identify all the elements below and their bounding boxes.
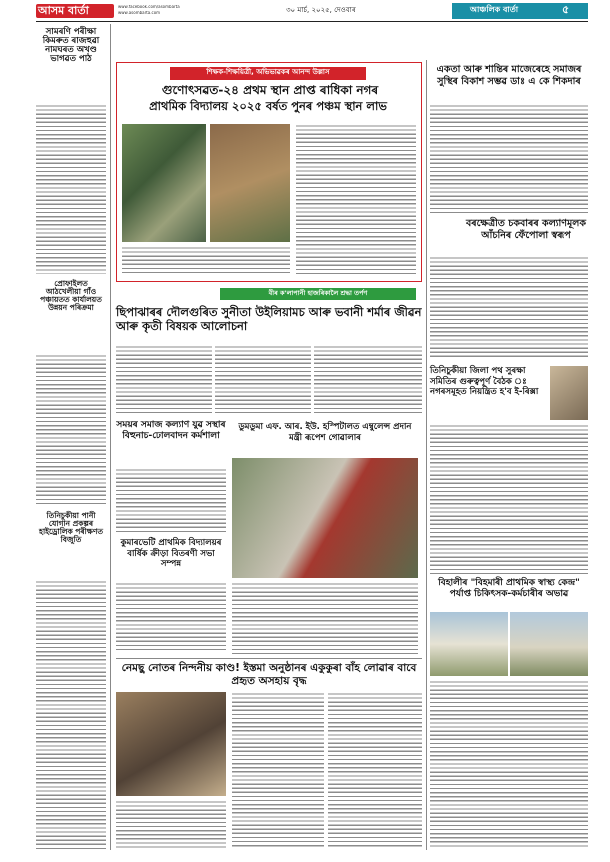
right-headline-4: বিহালীৰ "বিহমাৰী প্ৰাথমিক স্বাস্থ্য কেন্দ্ৰ" পৰ্যাপ্ত চিকিৎসক-কৰ্মচাৰীৰ অভাৱ xyxy=(438,578,580,599)
right-headline-3: তিনিচুকীয়া জিলা পথ সুৰক্ষা সমিতিৰ গুৰুত্বপূৰ্ণ বৈঠক ঃ নগৰসমূহত নিয়ন্ত্ৰিত হ'ব ই-ৰিক্সা xyxy=(430,366,539,397)
left-headline-2: প্ৰোফাইলত আঠখেলীয়া গাঁও পঞ্চায়তত কাৰ্যালয়ত উন্নয়ন পৰিক্ৰমা xyxy=(40,279,102,312)
school-photo-2 xyxy=(210,124,290,242)
web-address: www.facebook.com/asombarta xyxy=(118,5,180,9)
health-centre-photo-1 xyxy=(430,612,508,676)
article-text xyxy=(430,424,588,574)
article-text xyxy=(116,345,212,415)
bottom-divider xyxy=(116,658,422,659)
tribute-kicker: বীৰ ক'লাপানী হাজৰিকালৈ শ্ৰদ্ধা তৰ্পণ xyxy=(268,289,368,297)
article-text xyxy=(36,104,106,274)
article-text xyxy=(215,345,311,415)
top-headline-1: গুণোৎসৱত-২৪ প্ৰথম স্থান প্ৰাপ্ত ৰাধিকা নগৰ xyxy=(161,83,379,97)
article-text xyxy=(328,692,422,848)
article-text xyxy=(296,124,416,274)
article-text xyxy=(122,246,290,276)
web-address: www.asombarta.com xyxy=(118,11,161,15)
masthead-divider xyxy=(36,21,588,22)
top-headline-2: প্ৰাথমিক বিদ্যালয় ২০২৫ বৰ্ষত পুনৰ পঞ্চম স্থান লাভ xyxy=(149,99,387,113)
page-number: ৫ xyxy=(562,3,570,16)
workshop-headline: সময়ৰ সমাজ কল্যাণ যুৱ সস্থাৰ বিহুনাচ-ঢোলবাদন কৰ্মশালা xyxy=(116,420,226,441)
column-divider xyxy=(110,24,111,850)
right-headline-2: বৰক্ষেত্ৰীত চকবাৰৰ কল্যাণমূলক আঁচনিৰ ফেঁপোলা স্বৰূপ xyxy=(465,218,587,241)
article-text xyxy=(430,104,588,214)
school-photo-1 xyxy=(122,124,206,242)
article-text xyxy=(36,580,106,850)
logo-text: আসম বার্তা xyxy=(38,4,89,17)
article-text xyxy=(232,692,324,848)
section-label: আঞ্চলিক বাৰ্তা xyxy=(470,5,519,14)
hospital-headline: ডুমডুমা এফ. আৰ. ইউ. হস্পিটালত এম্বুলেন্স প্ৰদান মন্ত্ৰী ৰূপেশ গোৱালাৰ xyxy=(238,422,412,443)
meeting-photo xyxy=(550,366,588,420)
left-column xyxy=(36,24,106,844)
left-headline-3: তিনিচুকীয়া পানী যোগান প্ৰকল্পৰ হাইড্ৰোলিক পৰীক্ষণত বিজুতি xyxy=(39,511,103,544)
article-text xyxy=(430,680,588,848)
bottom-headline: নেমছু নোতৰ নিন্দনীয় কাণ্ড! ইস্তমা অনুষ্ঠানৰ একুকুৰা বাঁহ লোৱাৰ বাবে প্ৰহৃত অসহায় বৃদ্ধ xyxy=(121,662,417,687)
article-text xyxy=(314,345,422,415)
top-kicker: শিক্ষক-শিক্ষয়িত্ৰী, অভিভাৱকৰ আনন্দ উল্লাস xyxy=(206,68,330,76)
left-headline-1: সামৰণি পৰীক্ষা কিমৰুত ৰাজহুৱা নামঘৰত অখণ্ড ভাগৱত পাঠ xyxy=(42,27,100,64)
article-text xyxy=(116,468,226,532)
elder-photo xyxy=(116,692,226,796)
date-line: ৩০ মাৰ্চ, ২০২৫, দেওবাৰ xyxy=(286,6,356,14)
health-centre-photo-2 xyxy=(510,612,588,676)
tribute-headline: ছিপাঝাৰৰ দৌলগুৰিত সুনীতা উইলিয়ামচ আৰু ভবানী শৰ্মাৰ জীৱন আৰু কৃতী বিষয়ক আলোচনা xyxy=(116,305,422,333)
article-text xyxy=(232,582,418,654)
article-text xyxy=(36,354,106,504)
article-text xyxy=(116,800,226,848)
column-divider xyxy=(426,60,427,850)
article-text xyxy=(430,256,588,360)
school-headline: কুমাৰভেটি প্ৰাথমিক বিদ্যালয়ৰ বাৰ্ষিক ক্ৰীড়া বিতৰণী সভা সম্পন্ন xyxy=(120,538,222,569)
article-text xyxy=(116,582,226,652)
ambulance-photo xyxy=(232,458,418,578)
right-headline-1: একতা আৰু শান্তিৰ মাজেৰেহে সমাজৰ সুস্থিৰ বিকাশ সম্ভৱ ডাঃ এ কে শিকদাৰ xyxy=(436,64,582,87)
